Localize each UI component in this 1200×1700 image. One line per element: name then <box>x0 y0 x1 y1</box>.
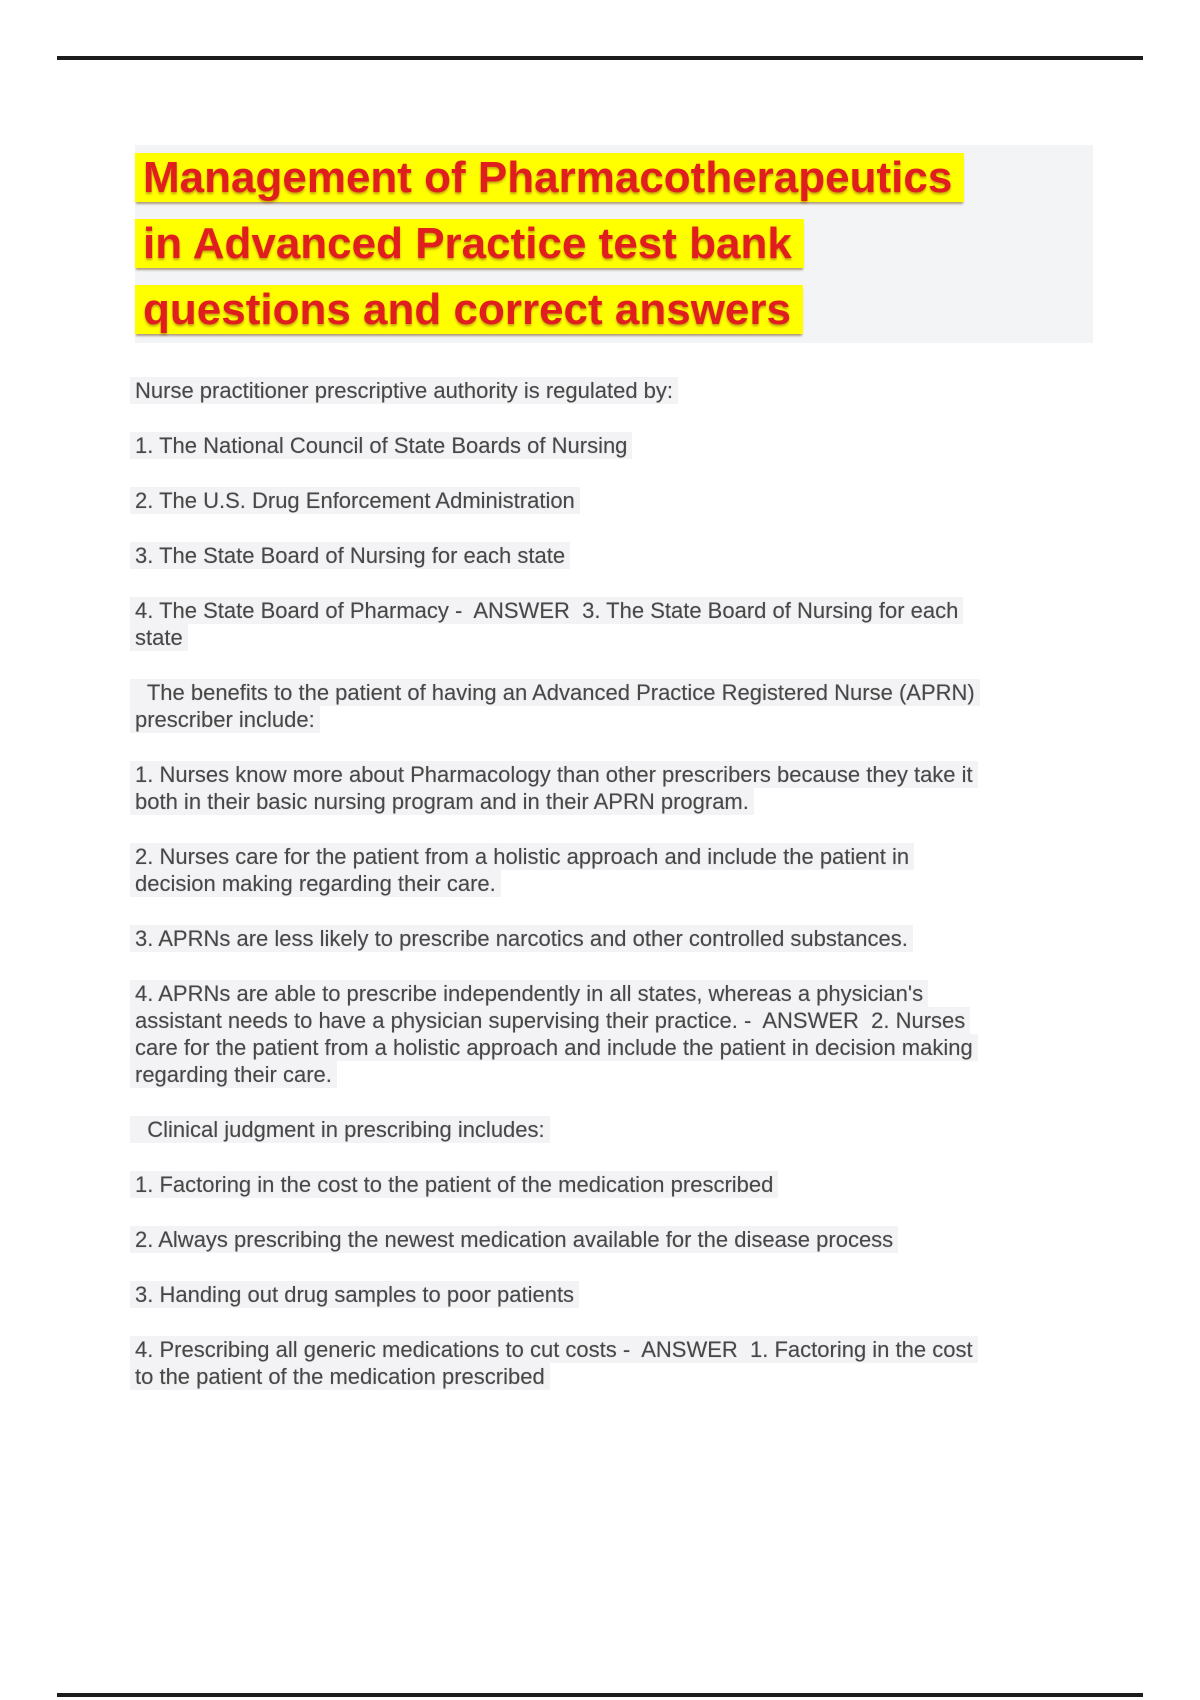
title-line-2 <box>135 211 1093 277</box>
paragraph-benefits-option-2 <box>135 843 1100 897</box>
paragraph-benefits-option-3 <box>135 925 1100 952</box>
text-line <box>135 487 1100 514</box>
text-line-content: to the patient of the medication prescribed <box>130 1363 550 1390</box>
text-line <box>135 843 1100 870</box>
text-line <box>135 1281 1100 1308</box>
title-block <box>135 145 1093 343</box>
paragraph-option-2 <box>135 487 1100 514</box>
text-line-content: 3. The State Board of Nursing for each state <box>130 542 570 569</box>
text-line <box>135 542 1100 569</box>
text-line-content: 2. The U.S. Drug Enforcement Administration <box>130 487 580 514</box>
paragraph-judgment-option-4-answer <box>135 1336 1100 1390</box>
paragraph-judgment-option-1 <box>135 1171 1100 1198</box>
text-line <box>135 1336 1100 1363</box>
paragraph-benefits-option-4-answer <box>135 980 1100 1088</box>
text-line <box>135 1007 1100 1034</box>
paragraph-question-intro <box>135 377 1100 404</box>
text-line <box>135 1116 1100 1143</box>
title-line-1 <box>135 145 1093 211</box>
title-highlight-3: questions and correct answers <box>135 285 803 334</box>
paragraph-question-clinical-judgment <box>135 1116 1100 1143</box>
text-line <box>135 1171 1100 1198</box>
paragraph-option-4-answer <box>135 597 1100 651</box>
text-line-content: 4. The State Board of Pharmacy - ANSWER 3. The State Board of Nursing for each <box>130 597 963 624</box>
text-line-content: 1. The National Council of State Boards of Nursing <box>130 432 632 459</box>
text-line <box>135 980 1100 1007</box>
text-line-content: decision making regarding their care. <box>130 870 501 897</box>
text-line-content: both in their basic nursing program and in their APRN program. <box>130 788 754 815</box>
paragraph-judgment-option-2 <box>135 1226 1100 1253</box>
paragraph-benefits-option-1 <box>135 761 1100 815</box>
text-line <box>135 761 1100 788</box>
text-line <box>135 1061 1100 1088</box>
text-line-content: Nurse practitioner prescriptive authority is regulated by: <box>130 377 678 404</box>
text-line <box>135 624 1100 651</box>
title-highlight-1: Management of Pharmacotherapeutics <box>135 153 964 202</box>
paragraph-option-1 <box>135 432 1100 459</box>
paragraph-question-benefits <box>135 679 1100 733</box>
document-body <box>135 377 1100 1418</box>
text-line <box>135 679 1100 706</box>
text-line-content: 2. Always prescribing the newest medication available for the disease process <box>130 1226 898 1253</box>
top-rule <box>57 56 1143 60</box>
bottom-rule <box>57 1693 1143 1697</box>
text-line-content: care for the patient from a holistic approach and include the patient in decision making <box>130 1034 978 1061</box>
text-line-content: prescriber include: <box>130 706 320 733</box>
text-line <box>135 432 1100 459</box>
paragraph-option-3 <box>135 542 1100 569</box>
text-line-content: Clinical judgment in prescribing includes: <box>130 1116 550 1143</box>
text-line-content: 4. APRNs are able to prescribe independently in all states, whereas a physician's <box>130 980 928 1007</box>
text-line-content: 1. Nurses know more about Pharmacology than other prescribers because they take it <box>130 761 978 788</box>
text-line-content: 3. Handing out drug samples to poor patients <box>130 1281 579 1308</box>
document-title <box>135 145 1093 343</box>
text-line <box>135 377 1100 404</box>
text-line <box>135 1034 1100 1061</box>
text-line-content: 2. Nurses care for the patient from a holistic approach and include the patient in <box>130 843 914 870</box>
text-line-content: 3. APRNs are less likely to prescribe narcotics and other controlled substances. <box>130 925 913 952</box>
text-line <box>135 788 1100 815</box>
text-line-content: 4. Prescribing all generic medications to cut costs - ANSWER 1. Factoring in the cost <box>130 1336 978 1363</box>
paragraph-judgment-option-3 <box>135 1281 1100 1308</box>
text-line-content: regarding their care. <box>130 1061 337 1088</box>
text-line-content: The benefits to the patient of having an Advanced Practice Registered Nurse (APRN) <box>130 679 980 706</box>
title-highlight-2: in Advanced Practice test bank <box>135 219 804 268</box>
text-line-content: state <box>130 624 188 651</box>
text-line-content: assistant needs to have a physician supervising their practice. - ANSWER 2. Nurses <box>130 1007 970 1034</box>
text-line <box>135 870 1100 897</box>
text-line <box>135 597 1100 624</box>
text-line <box>135 925 1100 952</box>
text-line-content: 1. Factoring in the cost to the patient of the medication prescribed <box>130 1171 778 1198</box>
text-line <box>135 1226 1100 1253</box>
title-line-3 <box>135 277 1093 343</box>
text-line <box>135 1363 1100 1390</box>
text-line <box>135 706 1100 733</box>
